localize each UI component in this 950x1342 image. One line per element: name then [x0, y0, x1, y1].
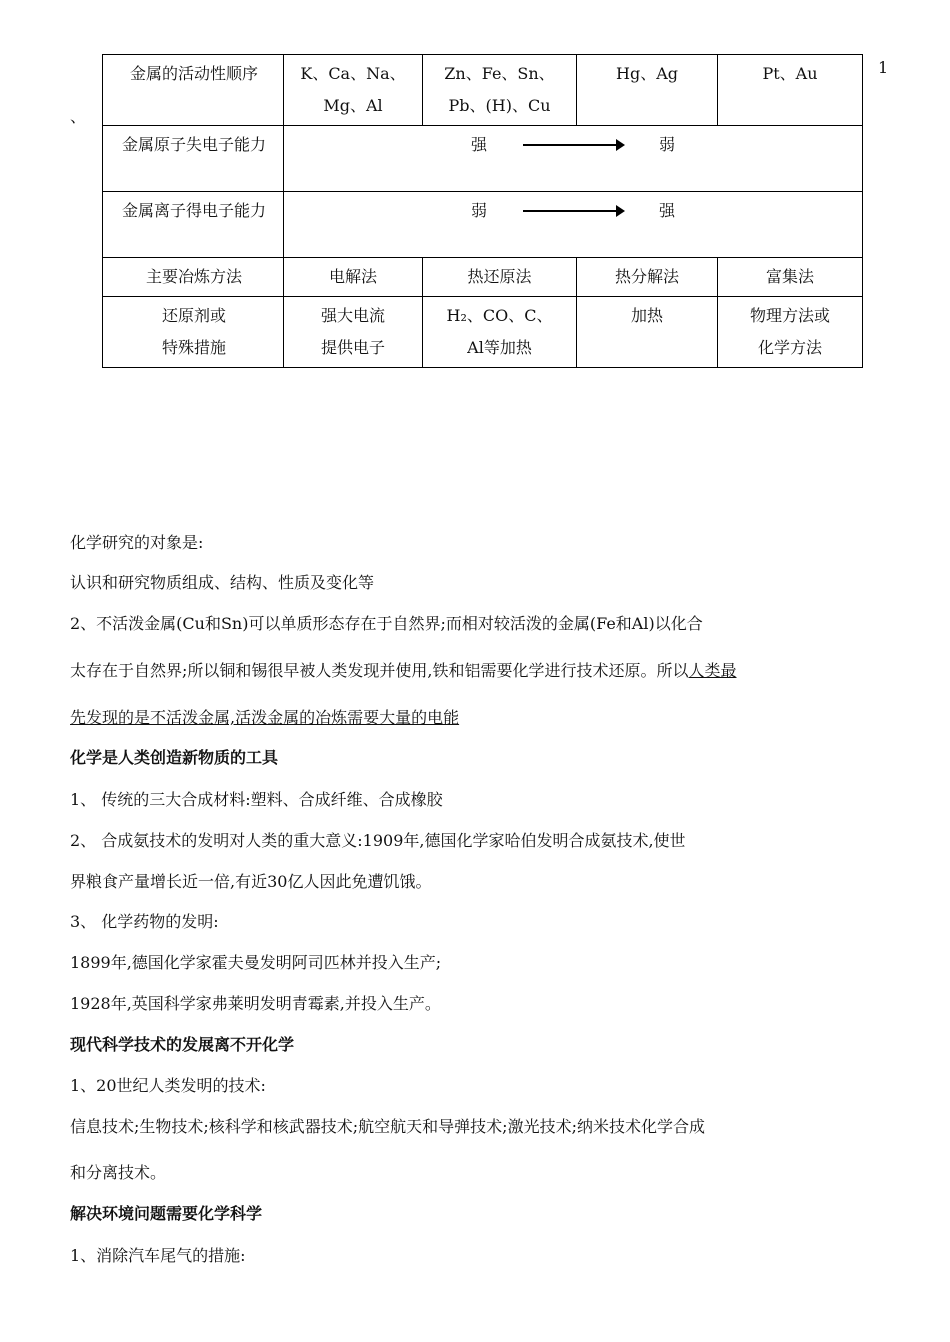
text-line: 认识和研究物质组成、结构、性质及变化等	[70, 573, 375, 592]
table-cell: 强大电流 提供电子	[284, 297, 423, 368]
table-cell: Zn、Fe、Sn、 Pb、(H)、Cu	[423, 55, 577, 126]
text-line: 界粮食产量增长近一倍,有近30亿人因此免遭饥饿。	[70, 872, 432, 891]
margin-mark: 、	[70, 107, 87, 126]
text-line: 1928年,英国科学家弗莱明发明青霉素,并投入生产。	[70, 994, 441, 1013]
table-cell: H₂、CO、C、 Al等加热	[423, 297, 577, 368]
table-cell: 热还原法	[423, 258, 577, 297]
text-line: 2、不活泼金属(Cu和Sn)可以单质形态存在于自然界;而相对较活泼的金属(Fe和Al)以化合	[70, 614, 703, 633]
table-row	[103, 297, 863, 368]
table-cell: Pt、Au	[718, 55, 863, 126]
underlined-text: 人类最	[688, 661, 737, 680]
row-head: 金属离子得电子能力	[103, 192, 284, 258]
table-cell: 物理方法或 化学方法	[718, 297, 863, 368]
text-line: 1、消除汽车尾气的措施:	[70, 1246, 246, 1265]
table-row	[103, 192, 863, 258]
trend-to: 弱	[658, 135, 675, 154]
row-head: 金属原子失电子能力	[103, 126, 284, 192]
trend-from: 强	[470, 135, 487, 154]
section-heading: 解决环境问题需要化学科学	[70, 1204, 263, 1223]
section-heading: 化学是人类创造新物质的工具	[70, 748, 279, 767]
text-line: 化学研究的对象是:	[70, 533, 204, 552]
page-number: 1	[878, 58, 889, 77]
text-line: 1、 传统的三大合成材料:塑料、合成纤维、合成橡胶	[70, 790, 443, 809]
section-heading: 现代科学技术的发展离不开化学	[70, 1035, 295, 1054]
trend-cell	[284, 126, 863, 192]
underlined-text: 先发现的是不活泼金属,活泼金属的冶炼需要大量的电能	[70, 708, 460, 727]
table-cell: K、Ca、Na、 Mg、Al	[284, 55, 423, 126]
table-cell: 热分解法	[577, 258, 718, 297]
row-head: 还原剂或 特殊措施	[103, 297, 284, 368]
table-row	[103, 55, 863, 126]
text-line: 3、 化学药物的发明:	[70, 912, 219, 931]
row-head: 主要冶炼方法	[103, 258, 284, 297]
table-row	[103, 258, 863, 297]
row-head: 金属的活动性顺序	[103, 55, 284, 126]
table-cell: 电解法	[284, 258, 423, 297]
text-line: 2、 合成氨技术的发明对人类的重大意义:1909年,德国化学家哈伯发明合成氨技术,使世	[70, 831, 686, 850]
table-row	[103, 126, 863, 192]
trend-cell	[284, 192, 863, 258]
metal-table	[102, 54, 863, 368]
text-line: 1、20世纪人类发明的技术:	[70, 1076, 266, 1095]
table-cell: Hg、Ag	[577, 55, 718, 126]
arrow-right-icon	[523, 210, 623, 212]
trend-from: 弱	[470, 201, 487, 220]
trend-to: 强	[658, 201, 675, 220]
arrow-right-icon	[523, 144, 623, 146]
text-line: 太存在于自然界;所以铜和锡很早被人类发现并使用,铁和铝需要化学进行技术还原。所以人类最	[70, 661, 737, 680]
text-line: 和分离技术。	[70, 1163, 167, 1182]
table-cell: 富集法	[718, 258, 863, 297]
text-line: 信息技术;生物技术;核科学和核武器技术;航空航天和导弹技术;激光技术;纳米技术化学合成	[70, 1117, 705, 1136]
table-cell: 加热	[577, 297, 718, 368]
text-line: 1899年,德国化学家霍夫曼发明阿司匹林并投入生产;	[70, 953, 442, 972]
